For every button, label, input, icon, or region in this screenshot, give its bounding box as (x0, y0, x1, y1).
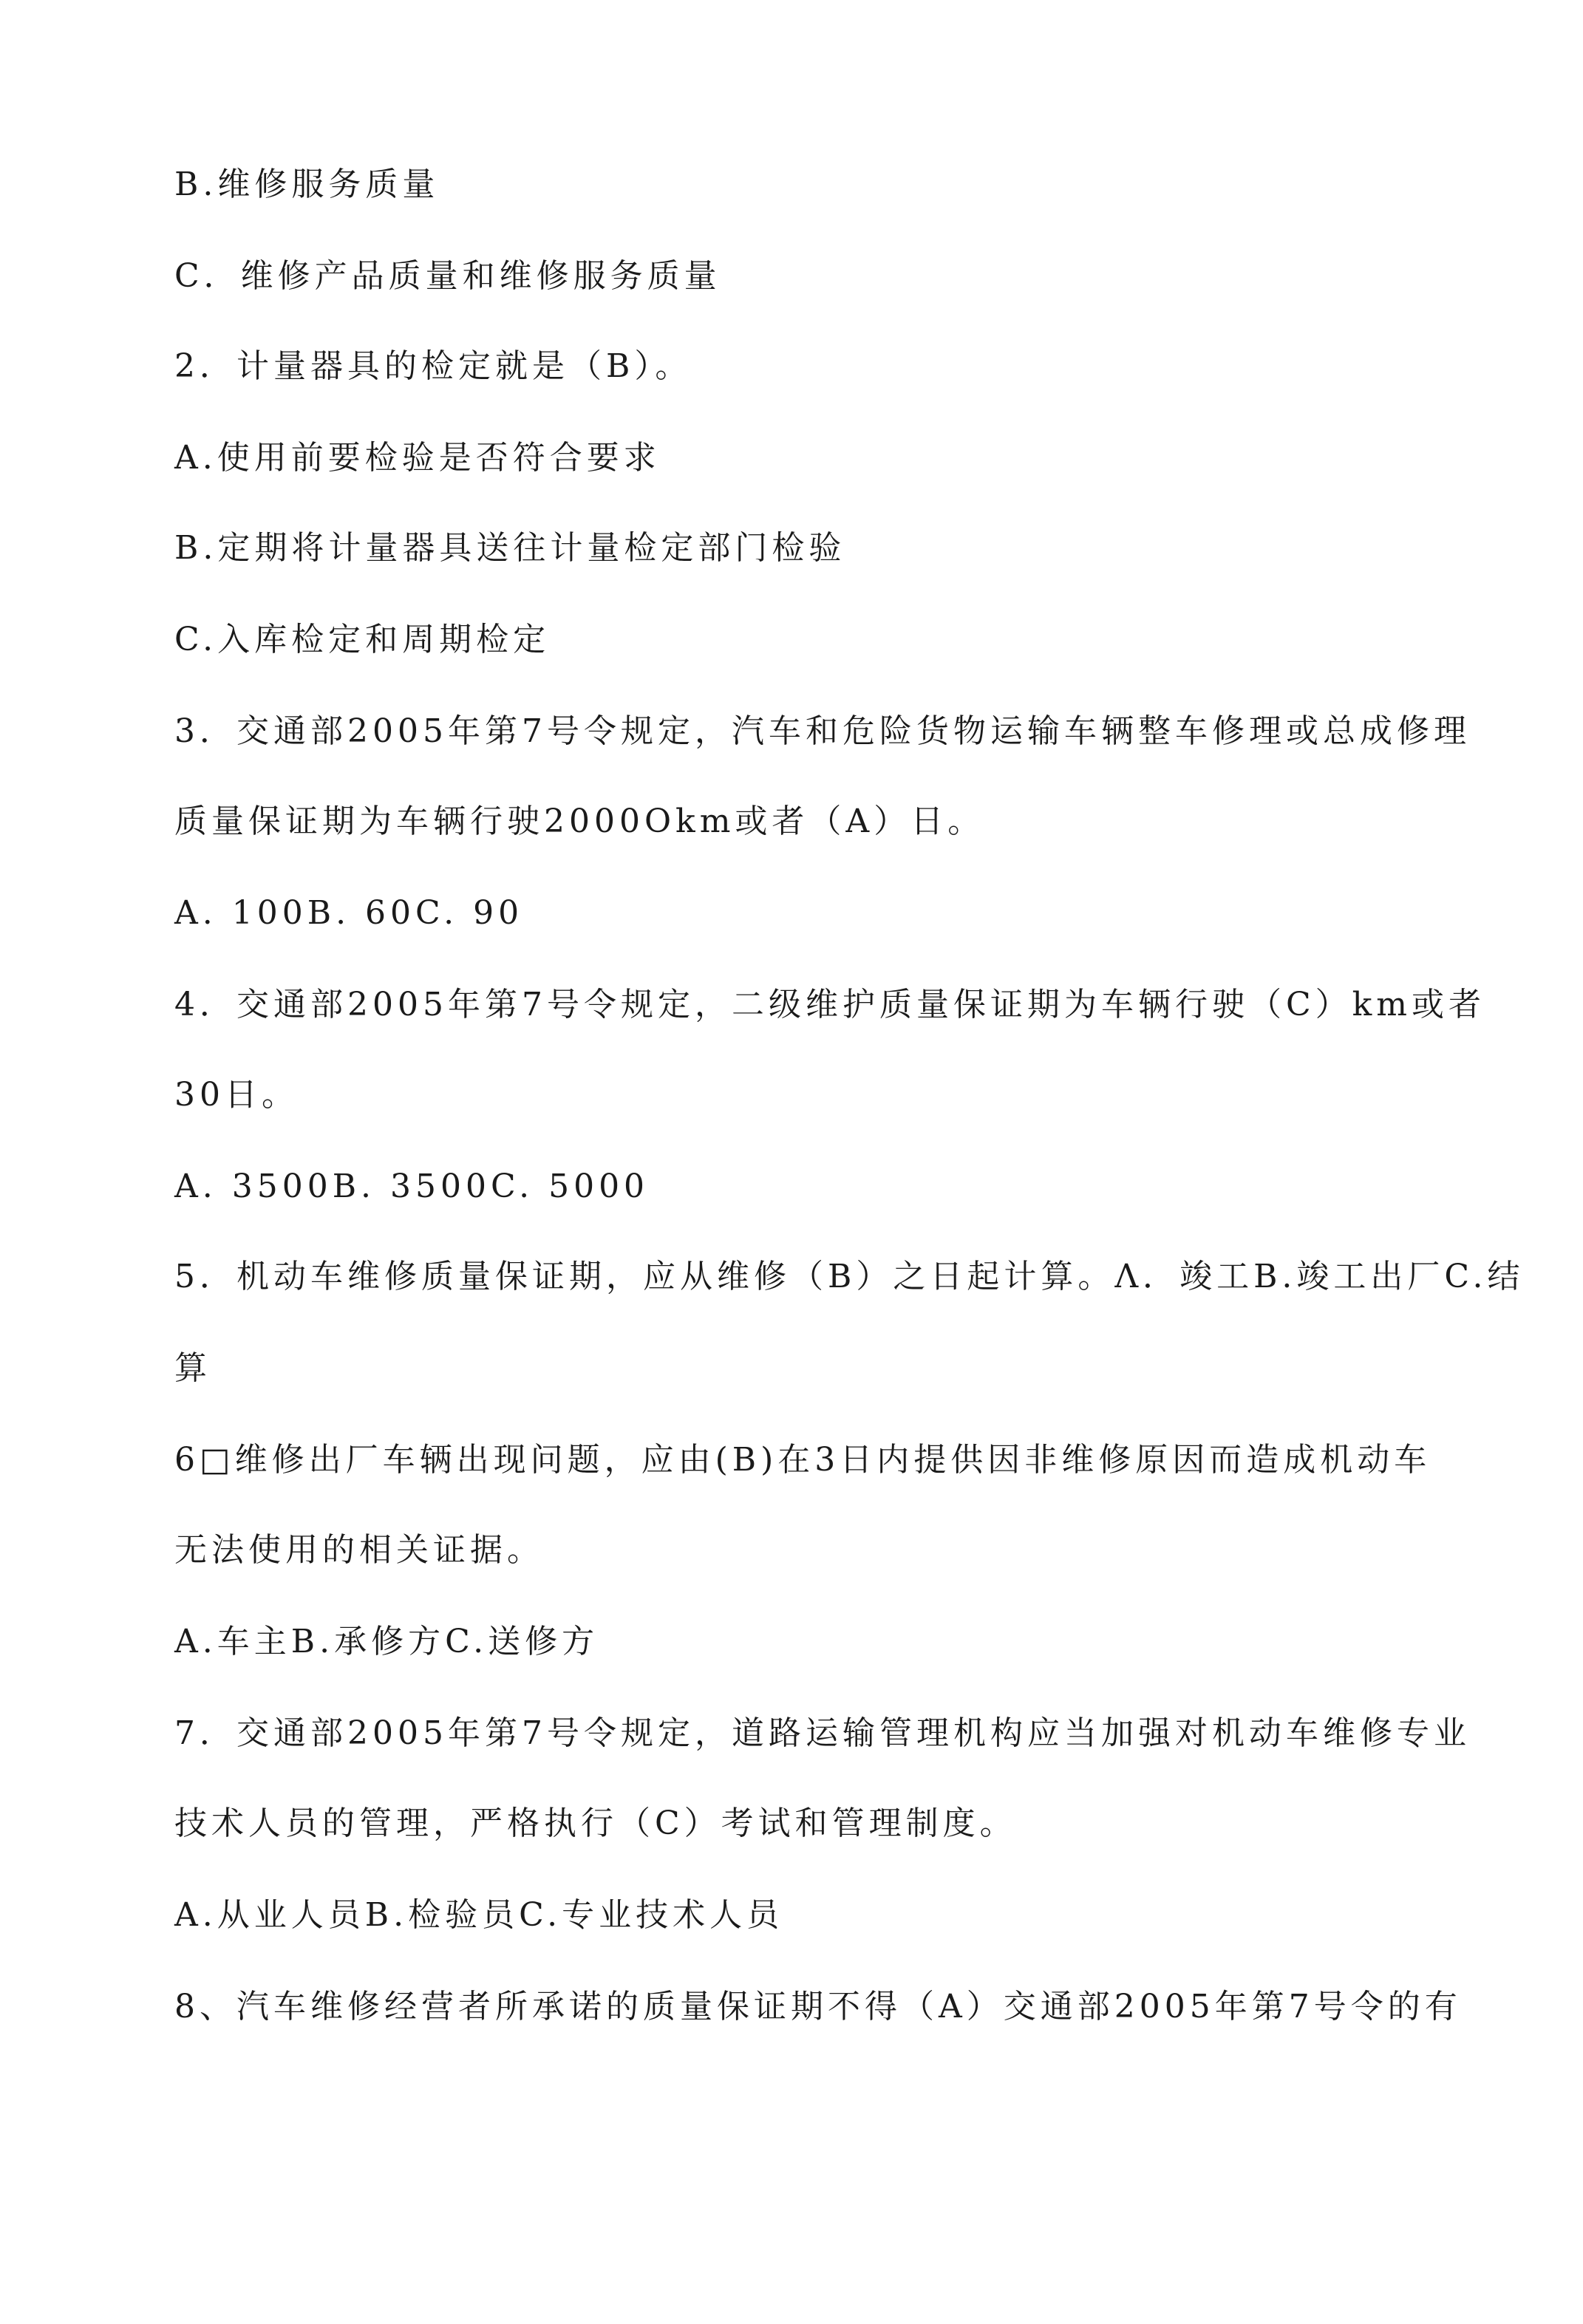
question-line: 3．交通部2005年第7号令规定，汽车和危险货物运输车辆整车修理或总成修理 (174, 712, 1471, 750)
option-line: A.从业人员B.检验员C.专业技术人员 (174, 1896, 784, 1934)
option-line: B.维修服务质量 (174, 166, 440, 203)
option-line: B.定期将计量器具送往计量检定部门检验 (174, 529, 846, 567)
option-line: C．维修产品质量和维修服务质量 (174, 257, 721, 295)
question-line: 4．交通部2005年第7号令规定，二级维护质量保证期为车辆行驶（C）km或者 (174, 986, 1486, 1023)
option-line: A. 100B. 60C. 90 (174, 894, 524, 932)
question-line-continued: 30日。 (174, 1076, 299, 1114)
option-line: A.使用前要检验是否符合要求 (174, 439, 661, 477)
question-line: 8、汽车维修经营者所承诺的质量保证期不得（A）交通部2005年第7号令的有 (174, 1988, 1462, 2025)
question-line: 5．机动车维修质量保证期，应从维修（B）之日起计算。Λ．竣工B.竣工出厂C.结 (174, 1258, 1525, 1295)
question-line: 6□维修出厂车辆出现问题，应由(B)在3日内提供因非维修原因而造成机动车 (174, 1441, 1431, 1479)
question-line-continued: 无法使用的相关证据。 (174, 1531, 544, 1569)
option-line: A.车主B.承修方C.送修方 (174, 1623, 599, 1660)
option-line: A. 3500B. 3500C. 5000 (174, 1168, 650, 1205)
question-line-continued: 技术人员的管理，严格执行（C）考试和管理制度。 (174, 1805, 1017, 1842)
question-line: 2．计量器具的检定就是（B）。 (174, 347, 692, 385)
question-line: 7．交通部2005年第7号令规定，道路运输管理机构应当加强对机动车维修专业 (174, 1714, 1471, 1752)
question-line-continued: 算 (174, 1349, 211, 1387)
option-line: C.入库检定和周期检定 (174, 621, 551, 658)
question-line-continued: 质量保证期为车辆行驶2000Okm或者（A）日。 (174, 803, 985, 840)
